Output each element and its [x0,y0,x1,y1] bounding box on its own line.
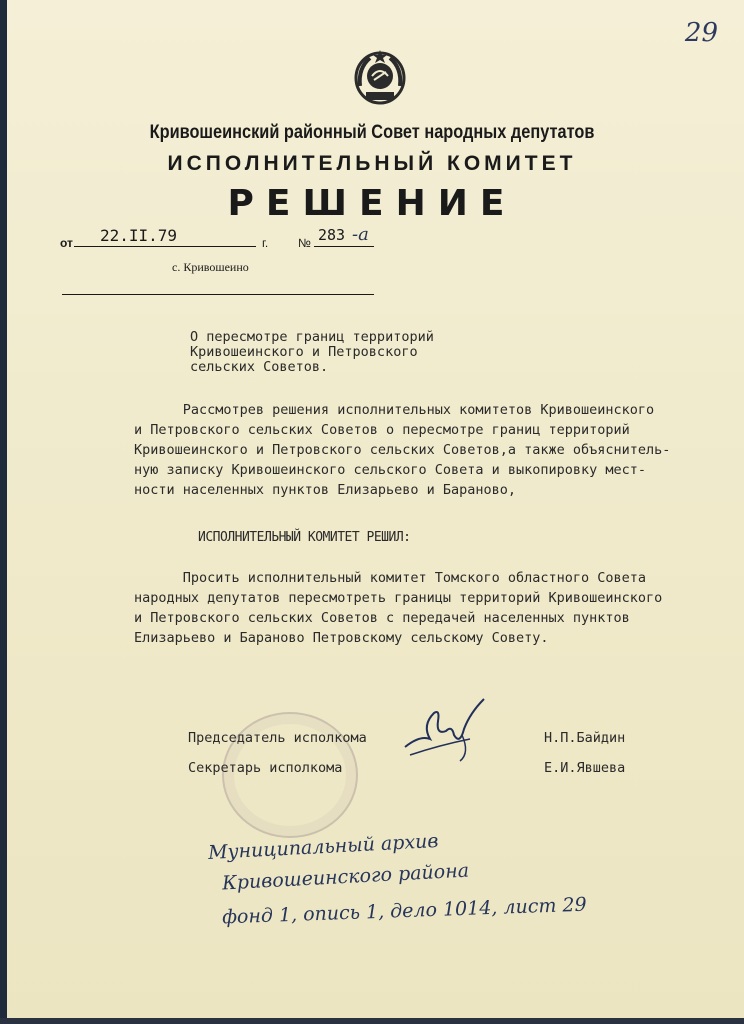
secretary-title: Секретарь исполкома [188,760,343,776]
archive-note-line3: фонд 1, опись 1, дело 1014, лист 29 [221,893,587,929]
decision-number: 283 [318,226,346,244]
secretary-name: Е.И.Явшева [544,760,626,776]
place-of-issue: с. Кривошеино [172,260,249,274]
resolved-heading: ИСПОЛНИТЕЛЬНЫЙ КОМИТЕТ РЕШИЛ: [198,530,411,545]
preamble-paragraph: Рассмотрев решения исполнительных комитетов Кривошеинского и Петровского сельских Советов о пересмотре границ территорий Кривошеинского и Петровского сельских Советов,а также объяснитель- ную записку Кривошеинского сельского Совета и выкопировку мест- ности населенных пунктов Елизарьево и Бараново, [134,402,671,498]
decision-date: 22.II.79 [100,226,178,245]
chairman-signature [400,695,495,765]
date-underline [74,246,256,247]
number-underline [314,246,374,247]
place-underline [62,294,374,295]
decision-number-suffix: -а [352,224,369,245]
chairman-name: Н.П.Байдин [544,730,626,746]
chairman-title: Председатель исполкома [188,730,367,746]
resolution-paragraph: Просить исполнительный комитет Томского областного Совета народных депутатов пересмотреть границы территорий Кривошеинского и Петровского сельских Советов с передачей населенных пунктов Елизарьево и Бараново Петровскому сельскому Совету. [134,570,663,646]
date-prefix: от [60,236,73,250]
council-title: Кривошеинский районный Совет народных депутатов [149,122,595,143]
archive-note-line2: Кривошеинского района [221,859,470,895]
page-number: 29 [684,18,718,48]
scan-edge-bottom [0,1018,744,1024]
archive-note-line1: Муниципальный архив [207,829,439,865]
number-prefix: № [298,236,311,250]
decision-subject: О пересмотре границ территорий Кривошеинского и Петровского сельских Советов. [190,329,434,375]
state-emblem-icon [350,48,410,106]
committee-title: ИСПОЛНИТЕЛЬНЫЙ КОМИТЕТ [167,152,577,175]
date-suffix: г. [262,236,269,250]
decision-title: РЕШЕНИЕ [227,183,517,224]
